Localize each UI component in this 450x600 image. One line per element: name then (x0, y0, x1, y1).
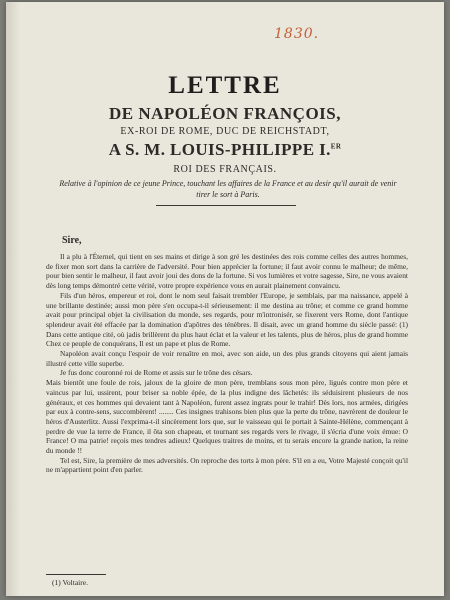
letter-page (6, 2, 444, 596)
header-divider (156, 205, 296, 206)
paragraph: Napoléon avait conçu l'espoir de voir renaître en moi, avec son aide, un des plus grands citoyens qui aient jamais illustré cette ville superbe. (46, 349, 408, 368)
addressee-superscript: ER (330, 142, 342, 151)
document-title: LETTRE (168, 72, 282, 99)
summary-note: Relative à l'opinion de ce jeune Prince, touchant les affaires de la France et au desir qu'il aurait de venir tirer le sort à Paris. (59, 179, 397, 199)
addressee-title: ROI DES FRANÇAIS. (173, 164, 277, 175)
letter-body (46, 252, 408, 475)
handwritten-year-annotation: 1830. (274, 26, 320, 42)
footnote: (1) Voltaire. (52, 578, 88, 587)
paragraph: Je fus donc couronné roi de Rome et assis sur le trône des césars. (60, 368, 253, 378)
paragraph: Tel est, Sire, la première de mes adversités. On reproche des torts à mon père. S'il en a eu, Votre Majesté conçoit qu'il ne m'appartient point d'en parler. (46, 455, 408, 475)
paragraph: Fils d'un héros, empereur et roi, dont le nom seul faisait trembler l'Europe, je semblais, par ma naissance, appelé à une brillante destinée; aussi mon père s'en occupa-t-il sérieusement: il me destina au trône; et comme ce grand homme avait pour principal objet la civilisation du monde, ses regards, pour m'intronisér, se fixerent vers Rome, dont l'antique splendeur avait été effacée par la domination d'apôtres des ténèbres. Il disait, avec un grand homme du siècle passé: (1) Dans cette antique cité, où jadis brillèrent du plus haut éclat et la valeur et les talents, plus de héros, plus de grand homme Chez ce peuple de conquérans, Il est un pape et plus de Rome. (46, 290, 408, 349)
salutation: Sire, (62, 235, 82, 246)
addressee-line (6, 140, 444, 160)
paragraph: Il a plu à l'Éternel, qui tient en ses mains et dirige à son gré les destinées des rois comme celles des autres hommes, de fixer mon sort dans la carrière de l'adversité. Pour bien apprécier la fortune; il faut avoir connu le malheur; de même, pour bien sentir le malheur, il faut avoir joui des dons de la fortune. Si vos lumières et votre sagesse, Sire, ne vous avaient dès long temps démontré cette vérité, votre propre expérience vous en aurait plainement convaincu. (46, 252, 408, 291)
addressee-text: A S. M. LOUIS-PHILIPPE I. (108, 140, 331, 159)
document-subtitle: DE NAPOLÉON FRANÇOIS, (109, 104, 341, 123)
paragraph: Mais bientôt une foule de rois, jaloux de la gloire de mon père, tremblans sous mon père, ligués contre mon père et vaincus par lui, ussirent, pour briser sa noble épée, de la plus indigne des lâchetés: ils séduisirent plusieurs de nos généraux, et ces hommes qui devaient tant à Napoléon, furent assez ingrats pour le trahir! Dès lors, nos armées, dirigées par eux à contre-sens, succombèrent! ........ Ces insignes trahisons bien plus que la perte du trône, navrèrent de douleur le héros d'Austerlitz. Aussi l'exprima-t-il sincèrement lors que, sur le vaisseau qui le portait à Sainte-Hélène, commençant à perdre de vue la terre de France, il ôta son chapeau, et tournant ses regards vers le rivage, il s'écria d'une voix émue: O France! O ma patrie! reçois mes tendres adieux! Quelques traitres de moins, et tu serais encore la grande nation, la reine du monde !! (46, 378, 408, 456)
author-titles: EX-ROI DE ROME, DUC DE REICHSTADT, (120, 126, 330, 137)
footnote-divider (46, 574, 106, 575)
